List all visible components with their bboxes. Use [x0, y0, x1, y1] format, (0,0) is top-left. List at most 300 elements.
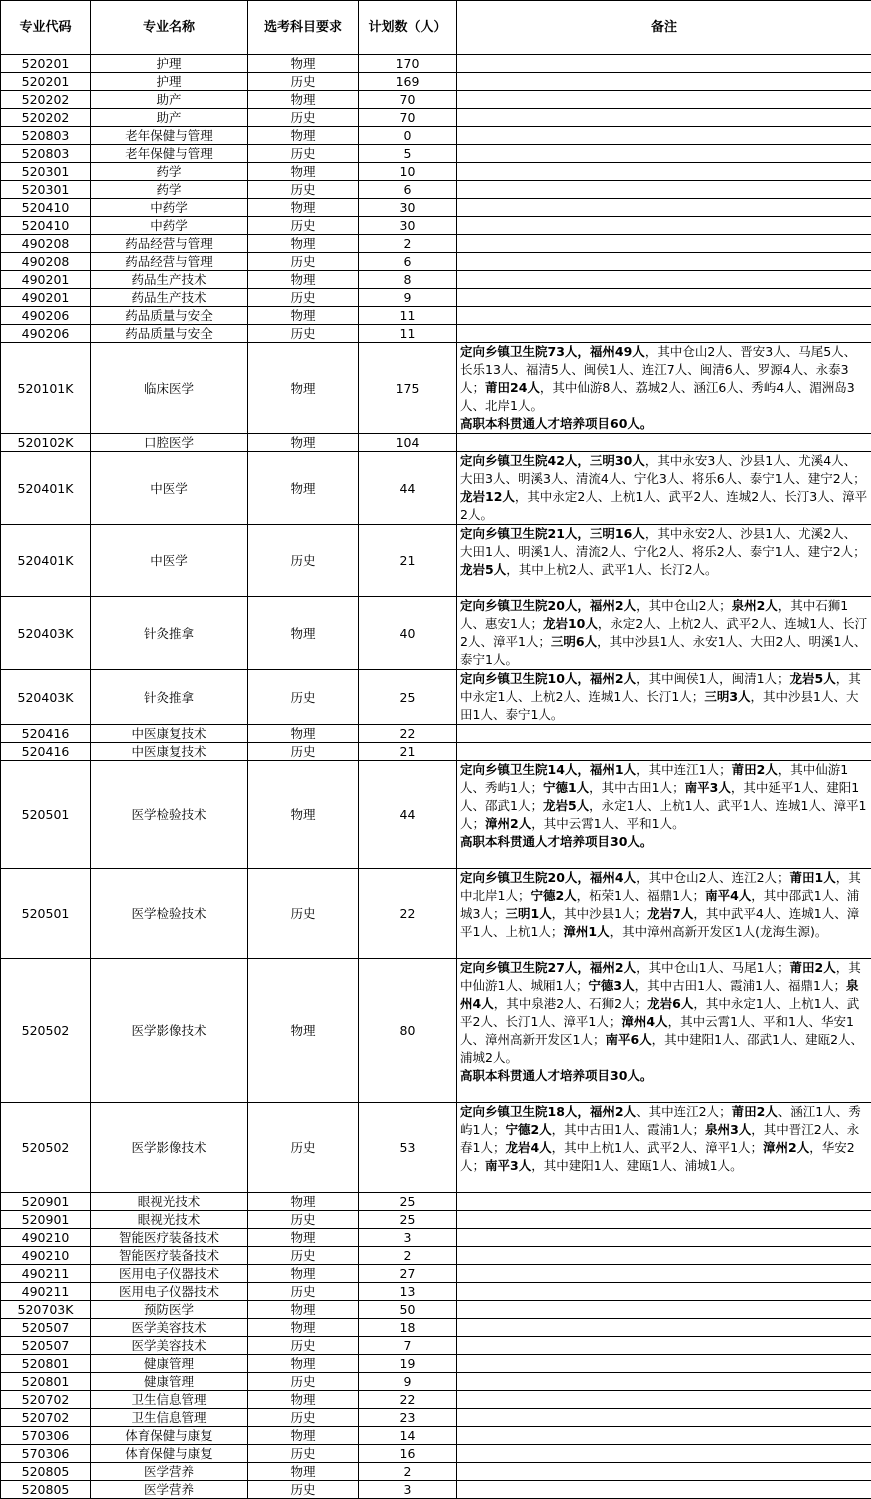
note-text: ，其中闽侯1人，闽清1人； — [636, 671, 789, 686]
cell-name: 助产 — [91, 109, 248, 127]
table-row — [1, 1355, 871, 1373]
note-bold-text: 宁德3人 — [588, 978, 634, 993]
table-row — [1, 325, 871, 343]
note-bold-text: 龙岩10人 — [543, 616, 598, 631]
cell-count: 2 — [359, 1247, 457, 1265]
table-row — [1, 869, 871, 959]
table-row — [1, 343, 871, 434]
note-bold-text: 定向乡镇卫生院73人， — [460, 344, 590, 359]
note-bold-text: 泉州4人 — [460, 978, 858, 1011]
cell-subject: 历史 — [248, 1103, 359, 1193]
note-text: ，其中连江1人； — [636, 762, 731, 777]
note-text: ，其中仓山2人； — [636, 598, 731, 613]
cell-name: 智能医疗装备技术 — [91, 1247, 248, 1265]
cell-code: 520507 — [1, 1319, 91, 1337]
cell-count: 3 — [359, 1229, 457, 1247]
cell-subject: 历史 — [248, 869, 359, 959]
cell-code: 520702 — [1, 1391, 91, 1409]
note-text: 、其中连江2人； — [636, 1104, 731, 1119]
note-bold-text: 漳州1人 — [563, 924, 609, 939]
cell-count: 25 — [359, 670, 457, 725]
table-row — [1, 1301, 871, 1319]
cell-name: 中医康复技术 — [91, 725, 248, 743]
note-bold-text: 福州2人 — [590, 960, 636, 975]
table-row — [1, 1193, 871, 1211]
note-text: ，其中仙游8人、荔城2人、涵江6人、秀屿4人、湄洲岛3人、北岸1人。 — [460, 380, 855, 413]
cell-subject: 历史 — [248, 109, 359, 127]
note-paragraph — [460, 525, 868, 579]
cell-subject: 物理 — [248, 959, 359, 1103]
note-bold-text: 三明30人 — [590, 453, 645, 468]
cell-note — [457, 307, 871, 325]
note-bold-text: 定向乡镇卫生院18人， — [460, 1104, 590, 1119]
table-row — [1, 1445, 871, 1463]
cell-count: 3 — [359, 1481, 457, 1499]
note-bold-text: 南平3人 — [485, 1158, 531, 1173]
cell-subject: 物理 — [248, 1265, 359, 1283]
cell-note — [457, 145, 871, 163]
note-text: ，其中沙县1人、大田1人、泰宁1人。 — [460, 689, 858, 722]
cell-code: 520702 — [1, 1409, 91, 1427]
cell-count: 9 — [359, 289, 457, 307]
cell-subject: 历史 — [248, 1283, 359, 1301]
cell-name: 卫生信息管理 — [91, 1409, 248, 1427]
note-bold-text: 定向乡镇卫生院14人， — [460, 762, 590, 777]
cell-note — [457, 1337, 871, 1355]
cell-code: 520901 — [1, 1193, 91, 1211]
cell-code: 520803 — [1, 145, 91, 163]
note-text: ，其中石狮1人、惠安1人； — [460, 598, 848, 631]
note-bold-text: 宁德1人 — [543, 780, 589, 795]
note-text: ，其中仓山2人、连江2人； — [636, 870, 789, 885]
cell-note — [457, 1211, 871, 1229]
note-bold-text: 福州1人 — [590, 762, 636, 777]
cell-code: 520416 — [1, 725, 91, 743]
cell-subject: 历史 — [248, 289, 359, 307]
table-row — [1, 1409, 871, 1427]
cell-note — [457, 761, 871, 869]
cell-note — [457, 1463, 871, 1481]
cell-code: 520301 — [1, 163, 91, 181]
cell-subject: 物理 — [248, 1193, 359, 1211]
cell-note — [457, 1193, 871, 1211]
note-text: ，其中古田1人； — [589, 780, 684, 795]
cell-subject: 历史 — [248, 1337, 359, 1355]
cell-count: 70 — [359, 109, 457, 127]
note-bold-text: 定向乡镇卫生院21人， — [460, 526, 590, 541]
note-bold-text: 泉州3人 — [705, 1122, 751, 1137]
cell-count: 22 — [359, 869, 457, 959]
cell-count: 19 — [359, 1355, 457, 1373]
cell-code: 490211 — [1, 1283, 91, 1301]
note-text: ，其中永定1人、上杭2人、连城1人、长汀1人； — [460, 671, 861, 704]
table-row — [1, 235, 871, 253]
cell-name: 医学美容技术 — [91, 1319, 248, 1337]
note-bold-text: 莆田2人 — [790, 960, 836, 975]
cell-code: 520202 — [1, 109, 91, 127]
cell-name: 药品生产技术 — [91, 271, 248, 289]
table-row — [1, 1373, 871, 1391]
note-bold-text: 漳州2人 — [485, 816, 531, 831]
note-paragraph — [460, 833, 868, 851]
cell-note — [457, 1301, 871, 1319]
cell-code: 520501 — [1, 761, 91, 869]
table-row — [1, 271, 871, 289]
note-bold-text: 南平3人 — [685, 780, 731, 795]
cell-name: 医学影像技术 — [91, 1103, 248, 1193]
cell-subject: 物理 — [248, 761, 359, 869]
note-paragraph — [460, 1067, 868, 1085]
table-row — [1, 743, 871, 761]
note-bold-text: 龙岩4人 — [505, 1140, 551, 1155]
cell-name: 眼视光技术 — [91, 1211, 248, 1229]
note-paragraph — [460, 1103, 868, 1175]
cell-note — [457, 1373, 871, 1391]
cell-subject: 历史 — [248, 1409, 359, 1427]
cell-count: 0 — [359, 127, 457, 145]
cell-name: 药学 — [91, 163, 248, 181]
note-paragraph — [460, 597, 868, 669]
table-row — [1, 1265, 871, 1283]
cell-note — [457, 235, 871, 253]
cell-note — [457, 163, 871, 181]
table-row — [1, 55, 871, 73]
cell-code: 520801 — [1, 1373, 91, 1391]
note-text: ，其中延平1人、建阳1人、邵武1人； — [460, 780, 859, 813]
note-bold-text: 定向乡镇卫生院20人， — [460, 598, 590, 613]
table-row — [1, 1427, 871, 1445]
cell-subject: 历史 — [248, 325, 359, 343]
cell-note — [457, 743, 871, 761]
note-bold-text: 莆田1人 — [790, 870, 836, 885]
cell-note — [457, 217, 871, 235]
cell-code: 520201 — [1, 55, 91, 73]
cell-count: 44 — [359, 452, 457, 525]
table-row — [1, 434, 871, 452]
cell-subject: 物理 — [248, 1301, 359, 1319]
note-bold-text: 漳州4人 — [621, 1014, 667, 1029]
cell-note — [457, 1355, 871, 1373]
table-row — [1, 1229, 871, 1247]
note-text: ，其中武平4人、连城1人、漳平1人、上杭1人； — [460, 906, 859, 939]
cell-note — [457, 325, 871, 343]
note-text: ，其中仙游1人、城厢1人； — [460, 960, 861, 993]
cell-subject: 物理 — [248, 271, 359, 289]
table-row — [1, 725, 871, 743]
note-bold-text: 高职本科贯通人才培养项目30人。 — [460, 834, 652, 849]
note-bold-text: 南平4人 — [705, 888, 751, 903]
note-paragraph — [460, 670, 868, 724]
cell-subject: 物理 — [248, 55, 359, 73]
cell-subject: 历史 — [248, 1211, 359, 1229]
cell-name: 医用电子仪器技术 — [91, 1265, 248, 1283]
cell-code: 520102K — [1, 434, 91, 452]
cell-note — [457, 959, 871, 1103]
note-bold-text: 莆田2人 — [732, 1104, 778, 1119]
table-row — [1, 199, 871, 217]
note-bold-text: 定向乡镇卫生院42人， — [460, 453, 590, 468]
cell-note — [457, 1103, 871, 1193]
cell-subject: 物理 — [248, 1391, 359, 1409]
note-text: ，其中云霄1人、平和1人。 — [531, 816, 684, 831]
note-text: ，永定1人、上杭1人、武平1人、连城1人、漳平1人； — [460, 798, 866, 831]
cell-code: 520301 — [1, 181, 91, 199]
note-text: ，其中永定1人、上杭1人、武平2人、长汀1人、漳平1人； — [460, 996, 859, 1029]
cell-subject: 历史 — [248, 1247, 359, 1265]
note-bold-text: 福州49人 — [590, 344, 645, 359]
cell-count: 53 — [359, 1103, 457, 1193]
cell-code: 520805 — [1, 1463, 91, 1481]
table-row — [1, 1337, 871, 1355]
table-row — [1, 1211, 871, 1229]
cell-note — [457, 597, 871, 670]
cell-count: 8 — [359, 271, 457, 289]
table-row — [1, 181, 871, 199]
cell-subject: 历史 — [248, 181, 359, 199]
table-row — [1, 959, 871, 1103]
cell-count: 22 — [359, 1391, 457, 1409]
cell-code: 520403K — [1, 670, 91, 725]
cell-count: 169 — [359, 73, 457, 91]
cell-subject: 物理 — [248, 725, 359, 743]
table-row — [1, 452, 871, 525]
cell-code: 570306 — [1, 1427, 91, 1445]
note-bold-text: 福州2人 — [590, 598, 636, 613]
cell-note — [457, 289, 871, 307]
note-text: ，其中北岸1人； — [460, 870, 861, 903]
cell-subject: 物理 — [248, 91, 359, 109]
cell-code: 490208 — [1, 235, 91, 253]
table-row — [1, 253, 871, 271]
note-text: ，其中漳州高新开发区1人(龙海生源)。 — [610, 924, 828, 939]
cell-code: 490206 — [1, 307, 91, 325]
table-row — [1, 289, 871, 307]
header-name: 专业名称 — [91, 1, 248, 55]
cell-note — [457, 1265, 871, 1283]
note-bold-text: 泉州2人 — [732, 598, 778, 613]
cell-code: 520502 — [1, 1103, 91, 1193]
cell-name: 药品经营与管理 — [91, 253, 248, 271]
note-bold-text: 宁德2人 — [505, 1122, 551, 1137]
cell-subject: 物理 — [248, 307, 359, 325]
table-row — [1, 1463, 871, 1481]
table-row — [1, 1103, 871, 1193]
table-row — [1, 217, 871, 235]
note-bold-text: 高职本科贯通人才培养项目30人。 — [460, 1068, 652, 1083]
cell-name: 体育保健与康复 — [91, 1427, 248, 1445]
cell-name: 医学影像技术 — [91, 959, 248, 1103]
cell-name: 老年保健与管理 — [91, 145, 248, 163]
cell-code: 570306 — [1, 1445, 91, 1463]
cell-name: 体育保健与康复 — [91, 1445, 248, 1463]
cell-note — [457, 1481, 871, 1499]
cell-note — [457, 1391, 871, 1409]
cell-note — [457, 434, 871, 452]
note-bold-text: 高职本科贯通人才培养项目60人。 — [460, 416, 652, 431]
cell-note — [457, 1247, 871, 1265]
cell-name: 助产 — [91, 91, 248, 109]
cell-note — [457, 253, 871, 271]
cell-note — [457, 1427, 871, 1445]
cell-subject: 物理 — [248, 235, 359, 253]
note-bold-text: 龙岩5人 — [543, 798, 589, 813]
cell-subject: 历史 — [248, 525, 359, 597]
note-text: ，其中建阳1人、建瓯1人、浦城1人。 — [531, 1158, 742, 1173]
cell-count: 40 — [359, 597, 457, 670]
table-body — [1, 55, 871, 1499]
cell-count: 170 — [359, 55, 457, 73]
cell-note — [457, 1319, 871, 1337]
cell-count: 50 — [359, 1301, 457, 1319]
cell-name: 医学营养 — [91, 1463, 248, 1481]
table-row — [1, 761, 871, 869]
note-text: ，柘荣1人、福鼎1人； — [577, 888, 705, 903]
table-row — [1, 109, 871, 127]
cell-note — [457, 1229, 871, 1247]
cell-name: 老年保健与管理 — [91, 127, 248, 145]
note-text: ，其中仙游1人、秀屿1人； — [460, 762, 848, 795]
note-bold-text: 龙岩7人 — [647, 906, 693, 921]
note-text: ，其中泉港2人、石狮2人； — [494, 996, 647, 1011]
cell-count: 11 — [359, 307, 457, 325]
cell-name: 护理 — [91, 73, 248, 91]
cell-count: 2 — [359, 1463, 457, 1481]
cell-name: 针灸推拿 — [91, 670, 248, 725]
cell-name: 卫生信息管理 — [91, 1391, 248, 1409]
cell-name: 药品经营与管理 — [91, 235, 248, 253]
cell-note — [457, 91, 871, 109]
header-subject: 选考科目要求 — [248, 1, 359, 55]
cell-name: 中药学 — [91, 199, 248, 217]
note-bold-text: 漳州2人 — [763, 1140, 809, 1155]
cell-name: 药学 — [91, 181, 248, 199]
note-text: ，其中邵武1人、浦城3人； — [460, 888, 859, 921]
header-note: 备注 — [457, 1, 871, 55]
note-paragraph — [460, 959, 868, 1067]
cell-subject: 历史 — [248, 1481, 359, 1499]
cell-count: 14 — [359, 1427, 457, 1445]
note-bold-text: 莆田2人 — [732, 762, 778, 777]
cell-count: 175 — [359, 343, 457, 434]
cell-subject: 历史 — [248, 217, 359, 235]
table-row — [1, 91, 871, 109]
cell-name: 医学美容技术 — [91, 1337, 248, 1355]
note-text: ，其中上杭2人、武平1人、长汀2人。 — [506, 562, 717, 577]
cell-count: 6 — [359, 181, 457, 199]
cell-count: 5 — [359, 145, 457, 163]
note-text: ，其中晋江2人、永春1人； — [460, 1122, 859, 1155]
cell-code: 490201 — [1, 271, 91, 289]
cell-count: 11 — [359, 325, 457, 343]
cell-note — [457, 869, 871, 959]
cell-name: 药品生产技术 — [91, 289, 248, 307]
note-bold-text: 福州4人 — [590, 870, 636, 885]
note-text: ，其中沙县1人、永安1人、大田2人、明溪1人、泰宁1人。 — [460, 634, 866, 667]
note-text: ，永定2人、上杭2人、武平2人、连城1人、长汀2人、漳平1人； — [460, 616, 867, 649]
table-row — [1, 127, 871, 145]
note-text: ，其中古田1人、霞浦1人； — [552, 1122, 705, 1137]
table-row — [1, 1283, 871, 1301]
cell-code: 490211 — [1, 1265, 91, 1283]
note-bold-text: 福州2人 — [590, 671, 636, 686]
cell-name: 药品质量与安全 — [91, 325, 248, 343]
cell-count: 104 — [359, 434, 457, 452]
cell-name: 临床医学 — [91, 343, 248, 434]
cell-note — [457, 55, 871, 73]
cell-note — [457, 343, 871, 434]
cell-subject: 物理 — [248, 1355, 359, 1373]
cell-note — [457, 1445, 871, 1463]
cell-subject: 物理 — [248, 1319, 359, 1337]
cell-code: 520401K — [1, 452, 91, 525]
note-bold-text: 莆田24人 — [485, 380, 540, 395]
cell-name: 医学检验技术 — [91, 869, 248, 959]
cell-name: 针灸推拿 — [91, 597, 248, 670]
cell-count: 23 — [359, 1409, 457, 1427]
cell-subject: 历史 — [248, 145, 359, 163]
cell-code: 520202 — [1, 91, 91, 109]
cell-code: 490201 — [1, 289, 91, 307]
note-paragraph — [460, 452, 868, 524]
note-text: ，其中仓山2人、晋安3人、马尾5人、长乐13人、福清5人、闽侯1人、连江7人、闽清6人、罗源4人、永泰3人； — [460, 344, 856, 395]
cell-name: 中医康复技术 — [91, 743, 248, 761]
note-bold-text: 三明1人 — [505, 906, 551, 921]
note-text: ，其中云霄1人、平和1人、华安1人、漳州高新开发区1人； — [460, 1014, 854, 1047]
cell-subject: 物理 — [248, 343, 359, 434]
cell-note — [457, 73, 871, 91]
note-text: 、涵江1人、秀屿1人； — [460, 1104, 861, 1137]
cell-note — [457, 127, 871, 145]
cell-subject: 物理 — [248, 199, 359, 217]
cell-note — [457, 199, 871, 217]
cell-code: 490206 — [1, 325, 91, 343]
cell-code: 520201 — [1, 73, 91, 91]
cell-subject: 物理 — [248, 1229, 359, 1247]
cell-count: 7 — [359, 1337, 457, 1355]
cell-subject: 历史 — [248, 1373, 359, 1391]
cell-code: 520410 — [1, 217, 91, 235]
cell-code: 520803 — [1, 127, 91, 145]
note-bold-text: 定向乡镇卫生院10人， — [460, 671, 590, 686]
cell-name: 医学营养 — [91, 1481, 248, 1499]
cell-code: 520416 — [1, 743, 91, 761]
table-row — [1, 597, 871, 670]
note-bold-text: 宁德2人 — [530, 888, 576, 903]
cell-note — [457, 181, 871, 199]
note-bold-text: 龙岩6人 — [647, 996, 693, 1011]
cell-count: 16 — [359, 1445, 457, 1463]
cell-note — [457, 670, 871, 725]
table-row — [1, 163, 871, 181]
table-row — [1, 1481, 871, 1499]
cell-subject: 历史 — [248, 253, 359, 271]
cell-count: 6 — [359, 253, 457, 271]
note-text: ，其中仓山1人、马尾1人； — [636, 960, 789, 975]
cell-subject: 物理 — [248, 1463, 359, 1481]
note-text: ，其中建阳1人、邵武1人、建瓯2人、浦城2人。 — [460, 1032, 863, 1065]
cell-name: 健康管理 — [91, 1373, 248, 1391]
cell-code: 520507 — [1, 1337, 91, 1355]
cell-count: 18 — [359, 1319, 457, 1337]
cell-name: 中医学 — [91, 452, 248, 525]
cell-subject: 历史 — [248, 1445, 359, 1463]
note-text: ，华安2人； — [460, 1140, 855, 1173]
cell-code: 520403K — [1, 597, 91, 670]
cell-note — [457, 1409, 871, 1427]
cell-count: 10 — [359, 163, 457, 181]
table-row — [1, 1247, 871, 1265]
cell-subject: 历史 — [248, 743, 359, 761]
